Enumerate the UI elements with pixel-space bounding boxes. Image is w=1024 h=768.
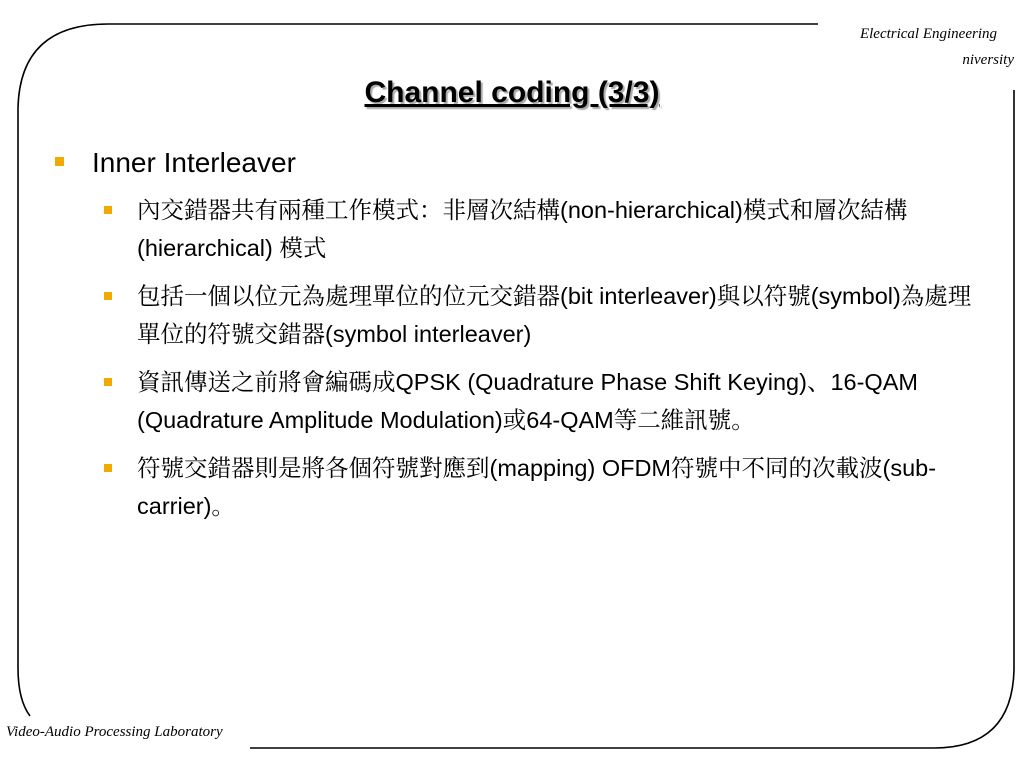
slide-body: [55, 143, 975, 535]
bullet-text: Inner Interleaver: [92, 147, 296, 178]
sub-bullet-text: 內交錯器共有兩種工作模式：非層次結構(non-hierarchical)模式和層次結構(hierarchical) 模式: [137, 197, 908, 261]
footer-lab-name: Video-Audio Processing Laboratory: [6, 724, 223, 740]
sub-bullet: [104, 363, 975, 439]
header-department: Electrical Engineering: [859, 26, 997, 42]
square-bullet-icon: [104, 378, 112, 386]
bullet-inner-interleaver: [55, 143, 975, 183]
sub-bullet-text: 資訊傳送之前將會編碼成QPSK (Quadrature Phase Shift Keying)、16-QAM (Quadrature Amplitude Modulation)或64-QAM等二維訊號。: [137, 369, 918, 433]
slide-title: Channel coding (3/3): [364, 76, 660, 109]
sub-bullet: [104, 191, 975, 267]
sub-bullet: [104, 277, 975, 353]
header-university: niversity: [962, 52, 1014, 68]
square-bullet-icon: [104, 206, 112, 214]
sub-bullet: [104, 449, 975, 525]
square-bullet-icon: [104, 292, 112, 300]
square-bullet-icon: [104, 464, 112, 472]
square-bullet-icon: [55, 157, 64, 166]
sub-bullet-text: 符號交錯器則是將各個符號對應到(mapping) OFDM符號中不同的次載波(sub-carrier)。: [137, 455, 937, 519]
sub-bullet-text: 包括一個以位元為處理單位的位元交錯器(bit interleaver)與以符號(symbol)為處理單位的符號交錯器(symbol interleaver): [137, 283, 972, 347]
